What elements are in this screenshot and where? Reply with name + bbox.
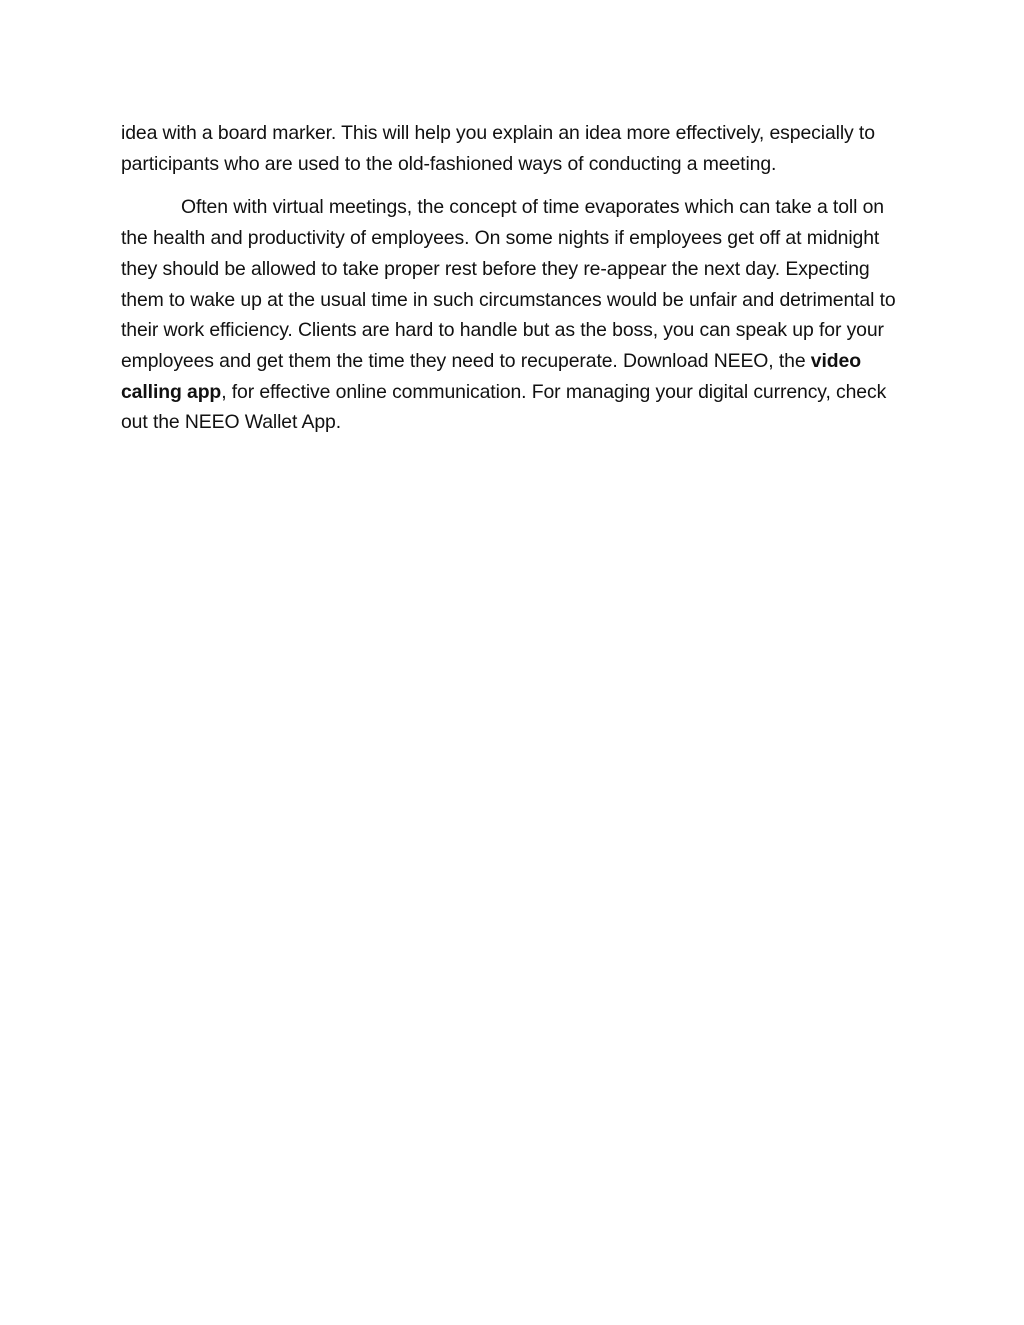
paragraph-2-text-before: Often with virtual meetings, the concept of time evaporates which can take a toll on the health and productivity of employees. On some nights if employees get off at midnight they should be allowed to take proper rest before they re-appear the next day. Expecting them to wake up at the usual time in such circumstances would be unfair and detrimental to their work efficiency. Clients are hard to handle but as the boss, you can speak up for your employees and get them the time they need to recuperate. Download NEEO, the [121,196,896,372]
paragraph-1: idea with a board marker. This will help you explain an idea more effectively, especially to participants who are used to the old-fashioned ways of conducting a meeting. [121,122,875,175]
paragraph-2 [121,192,907,438]
paragraph-2-text-after: , for effective online communication. For managing your digital currency, check out the NEEO Wallet App. [121,380,887,434]
video-calling-app-phrase: video calling app [121,349,861,403]
document-body [121,118,907,438]
